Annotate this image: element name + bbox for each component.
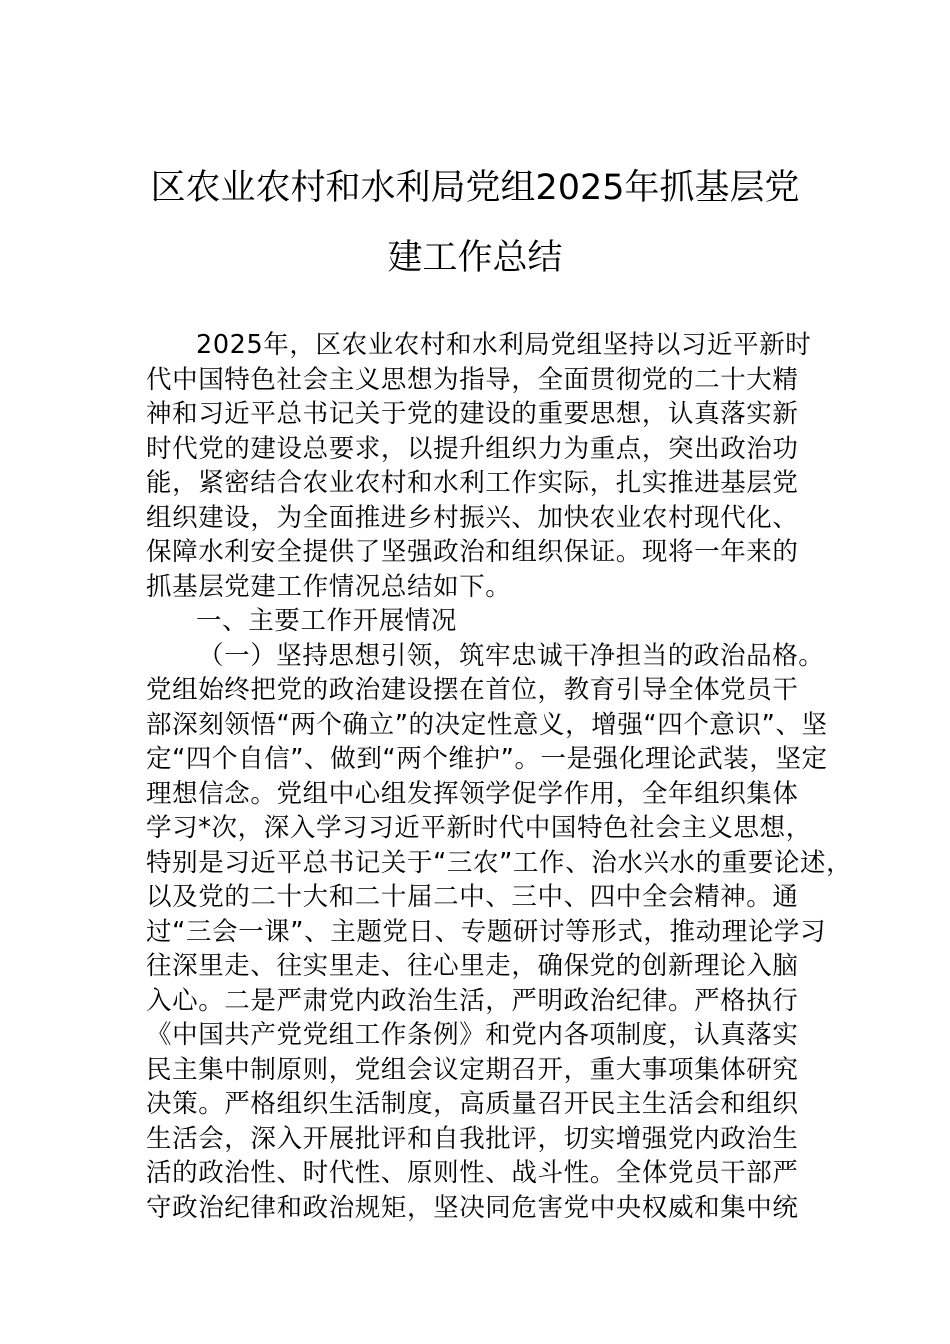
paragraph-line: 党组始终把党的政治建设摆在首位，教育引导全体党员干 (146, 675, 799, 705)
paragraph-line: 《中国共产党党组工作条例》和党内各项制度，认真落实 (146, 1020, 799, 1050)
intro-line: 2025年，区农业农村和水利局党组坚持以习近平新时 (196, 330, 812, 360)
intro-line: 代中国特色社会主义思想为指导，全面贯彻党的二十大精 (146, 364, 799, 395)
intro-line: 时代党的建设总要求，以提升组织力为重点，突出政治功 (146, 433, 799, 464)
section-heading: 一、主要工作开展情况 (196, 606, 458, 636)
intro-line: 能，紧密结合农业农村和水利工作实际，扎实推进基层党 (146, 468, 799, 498)
paragraph-line: 守政治纪律和政治规矩，坚决同危害党中央权威和集中统 (146, 1192, 799, 1223)
section1-paragraph (146, 673, 853, 1225)
document-title-line-1: 区农业农村和水利局党组2025年抓基层党 (150, 168, 800, 208)
intro-line: 保障水利安全提供了坚强政治和组织保证。现将一年来的 (146, 537, 799, 567)
paragraph-line: 往深里走、往实里走、往心里走，确保党的创新理论入脑 (146, 951, 799, 981)
document-body (146, 328, 853, 1225)
intro-line: 神和习近平总书记关于党的建设的重要思想，认真落实新 (146, 399, 799, 429)
paragraph-line: 入心。二是严肃党内政治生活，严明政治纪律。严格执行 (146, 985, 799, 1016)
paragraph-line: 生活会，深入开展批评和自我批评，切实增强党内政治生 (146, 1123, 799, 1154)
subsection-heading: （一）坚持思想引领，筑牢忠诚干净担当的政治品格。 (198, 640, 825, 671)
paragraph-line: 定“四个自信”、做到“两个维护”。一是强化理论武装，坚定 (146, 744, 828, 774)
paragraph-line: 民主集中制原则，党组会议定期召开，重大事项集体研究 (146, 1054, 799, 1085)
paragraph-line: 学习*次，深入学习习近平新时代中国特色社会主义思想， (146, 813, 812, 843)
intro-line: 抓基层党建工作情况总结如下。 (146, 571, 512, 602)
intro-paragraph (146, 328, 826, 604)
paragraph-line: 理想信念。党组中心组发挥领学促学作用，全年组织集体 (146, 778, 799, 809)
paragraph-line: 部深刻领悟“两个确立”的决定性意义，增强“四个意识”、坚 (146, 709, 828, 740)
paragraph-line: 以及党的二十大和二十届二中、三中、四中全会精神。通 (146, 882, 799, 912)
paragraph-line: 特别是习近平总书记关于“三农”工作、治水兴水的重要论述， (146, 847, 853, 878)
intro-line: 组织建设，为全面推进乡村振兴、加快农业农村现代化、 (146, 502, 799, 533)
paragraph-line: 活的政治性、时代性、原则性、战斗性。全体党员干部严 (146, 1158, 799, 1188)
paragraph-line: 决策。严格组织生活制度，高质量召开民主生活会和组织 (146, 1089, 799, 1119)
document-title-line-2: 建工作总结 (387, 238, 563, 278)
paragraph-line: 过“三会一课”、主题党日、专题研讨等形式，推动理论学习 (146, 916, 827, 947)
